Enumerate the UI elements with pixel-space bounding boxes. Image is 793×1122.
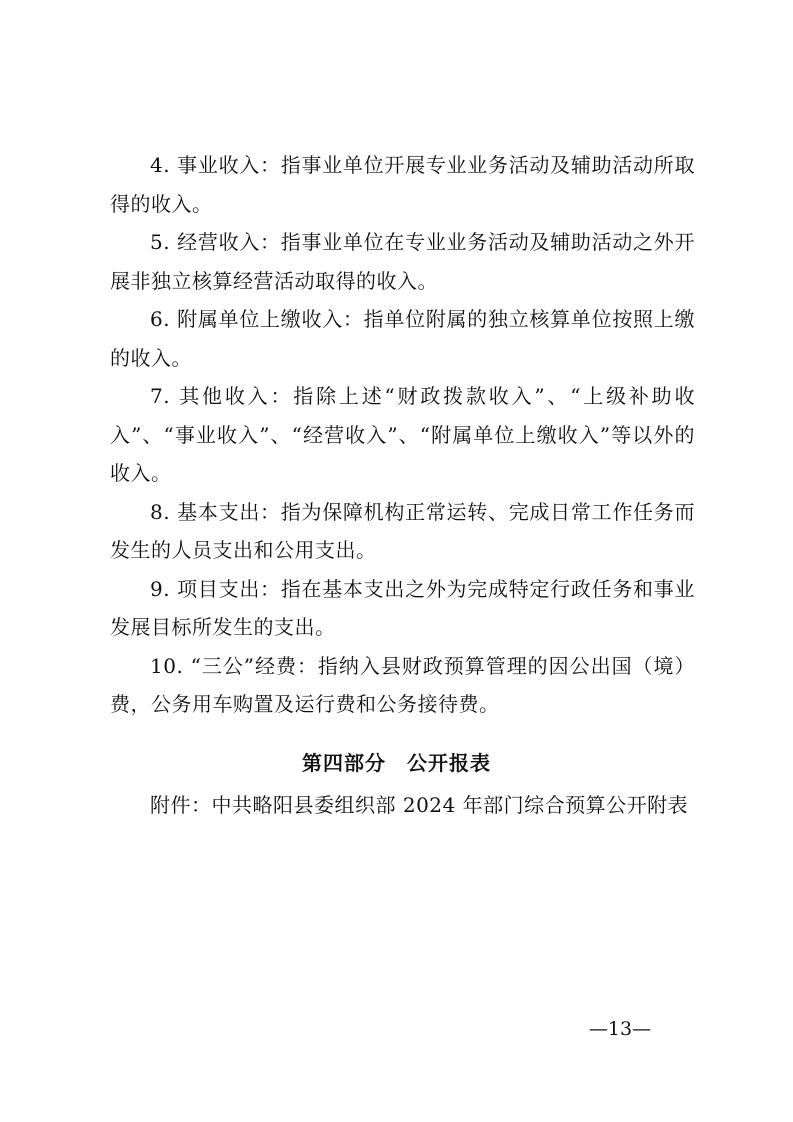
page-number: —13— bbox=[588, 1018, 652, 1040]
definition-item-basic-expenditure: 8. 基本支出：指为保障机构正常运转、完成日常工作任务而发生的人员支出和公用支出。 bbox=[110, 499, 695, 562]
definition-item-project-expenditure: 9. 项目支出：指在基本支出之外为完成特定行政任务和事业发展目标所发生的支出。 bbox=[110, 576, 695, 639]
definition-item-three-public-funds: 10. “三公”经费：指纳入县财政预算管理的因公出国（境）费，公务用车购置及运行费和公务接待费。 bbox=[110, 653, 695, 716]
section-heading: 第四部分 公开报表 bbox=[302, 751, 491, 775]
definition-item-operating-income: 5. 经营收入：指事业单位在专业业务活动及辅助活动之外开展非独立核算经营活动取得的收入。 bbox=[110, 230, 695, 293]
definitions-list bbox=[110, 146, 695, 724]
attachment-note: 附件：中共略阳县委组织部 2024 年部门综合预算公开附表 bbox=[150, 793, 689, 817]
definition-item-affiliate-income: 6. 附属单位上缴收入：指单位附属的独立核算单位按照上缴的收入。 bbox=[110, 307, 695, 370]
definition-item-other-income: 7. 其他收入：指除上述“财政拨款收入”、“上级补助收入”、“事业收入”、“经营收入”、“附属单位上缴收入”等以外的收入。 bbox=[110, 384, 695, 485]
definition-item-business-income: 4. 事业收入：指事业单位开展专业业务活动及辅助活动所取得的收入。 bbox=[110, 153, 695, 216]
